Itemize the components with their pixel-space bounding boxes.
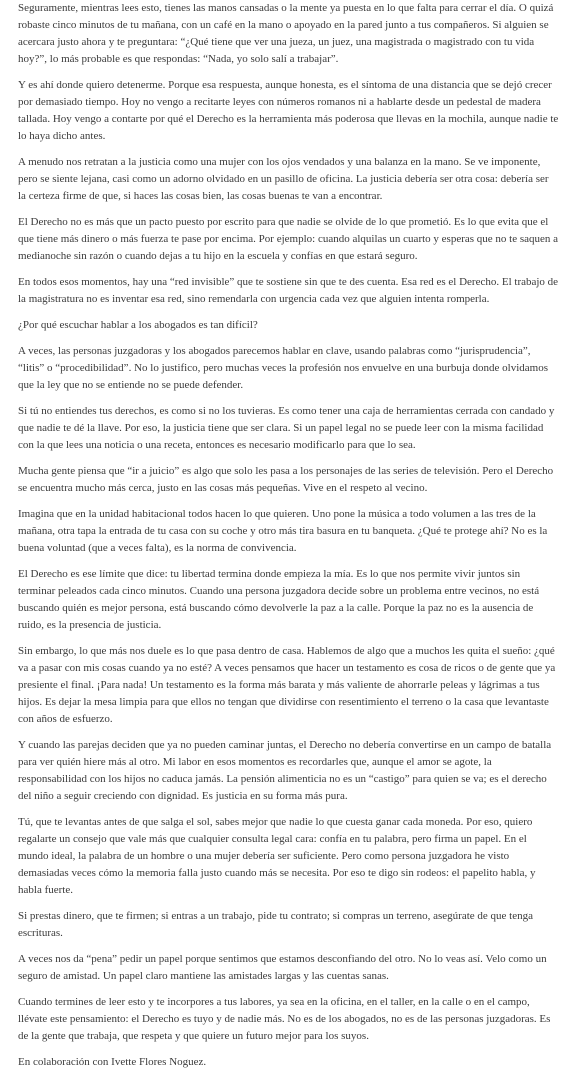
section-question: ¿Por qué escuchar hablar a los abogados es tan difícil? (18, 319, 258, 331)
paragraph: En todos esos momentos, hay una “red invisible” que te sostiene sin que te des cuenta. Esa red es el Derecho. El trabajo de la magistratura no es inventar esa red, sino remendarla con urgencia cada vez que alguien intenta romperla. (18, 276, 559, 305)
collaboration-credit: En colaboración con Ivette Flores Noguez. (18, 1056, 207, 1068)
paragraph: A veces nos da “pena” pedir un papel porque sentimos que estamos desconfiando del otro. No lo veas así. Velo como un seguro de amistad. Un papel claro mantiene las amistades largas y las cuentas sanas. (18, 953, 547, 982)
paragraph: Si prestas dinero, que te firmen; si entras a un trabajo, pide tu contrato; si compras un terreno, asegúrate de que tenga escrituras. (18, 910, 533, 939)
paragraph: Tú, que te levantas antes de que salga el sol, sabes mejor que nadie lo que cuesta ganar cada moneda. Por eso, quiero regalarte un consejo que vale más que cualquier consulta legal cara: confía en tu palabra, pero firma un papel. En el mundo ideal, la palabra de un hombre o una mujer debería ser suficiente. Pero como persona juzgadora he visto demasiadas veces cómo la memoria falla justo cuando más se necesita. Por eso te digo sin rodeos: el papelito habla, y habla fuerte. (18, 816, 536, 896)
paragraph: Cuando termines de leer esto y te incorpores a tus labores, ya sea en la oficina, en el taller, en la calle o en el campo, llévate este pensamiento: el Derecho es tuyo y de nadie más. No es de los abogados, no es de las personas juzgadoras. Es de la gente que trabaja, que respeta y que quiere un futuro mejor para los suyos. (18, 996, 551, 1042)
paragraph: Si tú no entiendes tus derechos, es como si no los tuvieras. Es como tener una caja de herramientas cerrada con candado y que nadie te dé la llave. Por eso, la justicia tiene que ser clara. Si un papel legal no se puede leer con la misma facilidad con la que lees una noticia o una receta, entonces es necesario modificarlo para que lo sea. (18, 405, 555, 451)
paragraph: Y cuando las parejas deciden que ya no pueden caminar juntas, el Derecho no debería convertirse en un campo de batalla para ver quién hiere más al otro. Mi labor en esos momentos es recordarles que, aunque el amor se agote, la responsabilidad con los hijos no caduca jamás. La pensión alimenticia no es un “castigo” para quien se va; es el derecho del niño a seguir creciendo con dignidad. Es justicia en su forma más pura. (18, 739, 552, 802)
paragraph: A veces, las personas juzgadoras y los abogados parecemos hablar en clave, usando palabras como “jurisprudencia”, “litis” o “procedibilidad”. No lo justifico, pero muchas veces la profesión nos envuelve en una burbuja donde olvidamos que la ley que no se entiende no se puede defender. (18, 345, 548, 391)
paragraph: Mucha gente piensa que “ir a juicio” es algo que solo les pasa a los personajes de las series de televisión. Pero el Derecho se encuentra mucho más cerca, justo en las cosas más pequeñas. Vive en el respeto al vecino. (18, 465, 554, 494)
paragraph: Imagina que en la unidad habitacional todos hacen lo que quieren. Uno pone la música a todo volumen a las tres de la mañana, otra tapa la entrada de tu casa con su coche y otro más tira basura en tu banqueta. ¿Qué te protege ahí? No es la buena voluntad (que a veces falta), es la norma de convivencia. (18, 508, 548, 554)
paragraph: El Derecho no es más que un pacto puesto por escrito para que nadie se olvide de lo que prometió. Es lo que evita que el que tiene más dinero o más fuerza te pase por encima. Por ejemplo: cuando alquilas un cuarto y esperas que no te saquen a medianoche sin razón o cuando dejas a tu hijo en la escuela y confías en que estará seguro. (18, 216, 559, 262)
paragraph: El Derecho es ese límite que dice: tu libertad termina donde empieza la mía. Es lo que nos permite vivir juntos sin terminar peleados cada cinco minutos. Cuando una persona juzgadora decide sobre un problema entre vecinos, no está buscando quién es mejor persona, está buscando cómo devolverle la paz a la calle. Porque la paz no es la ausencia de ruido, es la presencia de justicia. (18, 568, 540, 631)
paragraph: A menudo nos retratan a la justicia como una mujer con los ojos vendados y una balanza en la mano. Se ve imponente, pero se siente lejana, casi como un adorno olvidado en un pasillo de oficina. La justicia debería ser otra cosa: debería ser la certeza firme de que, si haces las cosas bien, las cosas buenas te van a encontrar. (18, 156, 549, 202)
paragraph-intro: Seguramente, mientras lees esto, tienes las manos cansadas o la mente ya puesta en lo que falta para cerrar el día. O quizá robaste cinco minutos de tu mañana, con un café en la mano o apoyado en la pared junto a tus compañeros. Si alguien se acercara justo ahora y te preguntara: “¿Qué tiene que ver una jueza, un juez, una magistrada o magistrado con tu vida hoy?”, lo más probable es que respondas: “Nada, yo solo salí a trabajar”. (18, 2, 554, 65)
paragraph: Y es ahí donde quiero detenerme. Porque esa respuesta, aunque honesta, es el síntoma de una distancia que se dejó crecer por demasiado tiempo. Hoy no vengo a recitarte leyes con números romanos ni a hablarte desde un pedestal de madera tallada. Hoy vengo a contarte por qué el Derecho es la herramienta más poderosa que llevas en la mochila, aunque nadie te lo haya dicho antes. (18, 79, 559, 142)
paragraph: Sin embargo, lo que más nos duele es lo que pasa dentro de casa. Hablemos de algo que a muchos les quita el sueño: ¿qué va a pasar con mis cosas cuando ya no esté? A veces pensamos que hacer un testamento es cosa de ricos o de gente que ya presiente el final. ¡Para nada! Un testamento es la forma más barata y más valiente de ahorrarle peleas y lágrimas a tus hijos. Es dejar la mesa limpia para que ellos no tengan que dividirse con resentimiento el terreno o la casa que levantaste con años de esfuerzo. (18, 645, 556, 725)
